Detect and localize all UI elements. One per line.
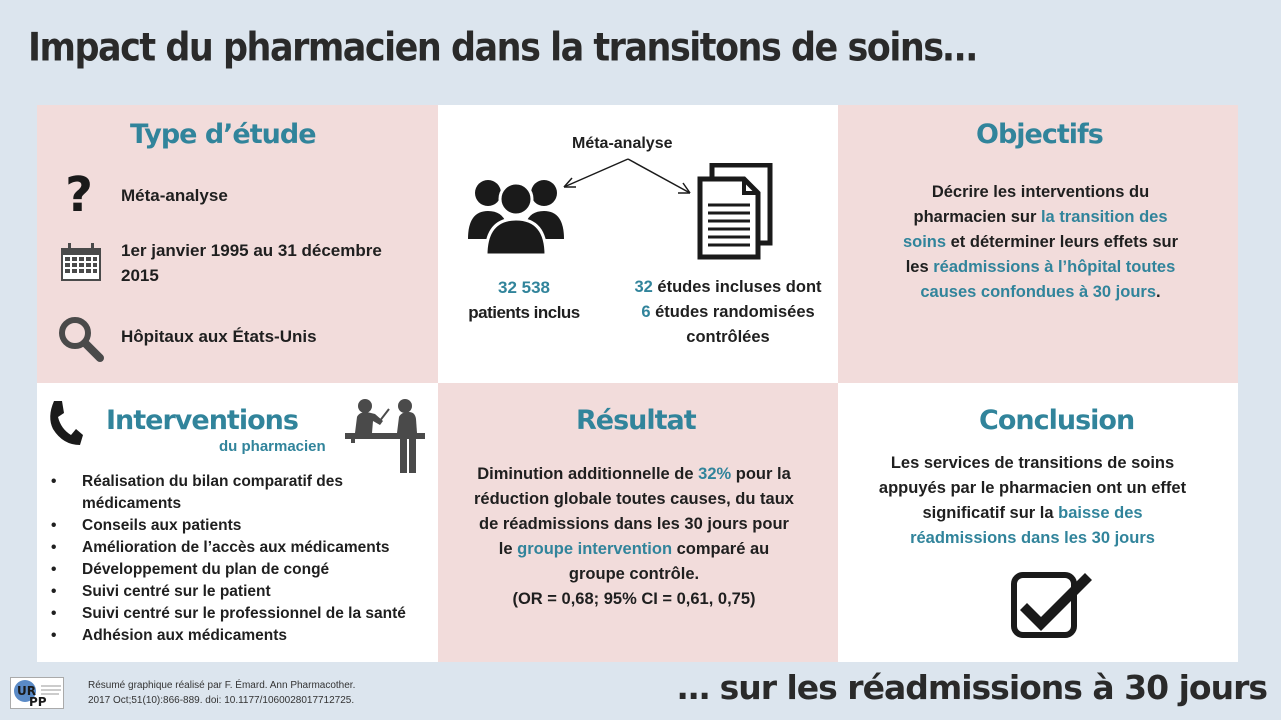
magnifier-icon xyxy=(57,315,105,363)
patients-number: 32 538 xyxy=(498,278,550,297)
svg-text:PP: PP xyxy=(29,695,47,708)
list-item: • Conseils aux patients xyxy=(49,515,419,537)
objectifs-text-1: Décrire les interventions du pharmacien sur xyxy=(913,183,1150,226)
question-icon xyxy=(59,167,99,215)
citation-note xyxy=(88,678,355,708)
list-item: • Adhésion aux médicaments xyxy=(49,625,419,647)
objectifs-text-3: . xyxy=(1156,283,1161,301)
list-item: • Suivi centré sur le patient xyxy=(49,581,419,603)
objectifs-highlight-1: la transition des soins xyxy=(902,208,1168,251)
panel-interventions xyxy=(37,383,438,662)
type-etude-item-3: Hôpitaux aux États-Unis xyxy=(121,327,317,346)
meta-analyse-label: Méta-analyse xyxy=(572,135,673,152)
resultat-stats: (OR = 0,68; 95% CI = 0,61, 0,75) xyxy=(512,590,756,608)
resultat-highlight-2: groupe intervention xyxy=(517,540,673,558)
studies-text: études incluses dont xyxy=(657,278,822,296)
panel-resultat xyxy=(438,383,838,662)
studies-block xyxy=(624,275,832,350)
resultat-text-3: comparé au groupe contrôle. xyxy=(568,540,770,583)
panel-meta-analyse xyxy=(438,105,838,383)
documents-icon xyxy=(696,163,774,261)
resultat-highlight-1: 32% xyxy=(698,465,732,483)
panel-objectifs xyxy=(838,105,1238,383)
conclusion-text-1: Les services de transitions de soins appuyés par le pharmacien ont un effet significatif sur la xyxy=(878,454,1187,522)
citation-line-1: Résumé graphique réalisé par F. Émard. Ann Pharmacother. xyxy=(88,680,356,691)
conclusion-text xyxy=(870,451,1195,551)
citation-line-2: 2017 Oct;51(10):866-889. doi: 10.1177/1060028017712725. xyxy=(88,695,355,706)
panel-type-etude xyxy=(37,105,438,383)
list-item: • Amélioration de l’accès aux médicaments xyxy=(49,537,419,559)
list-item: • Réalisation du bilan comparatif des médicaments xyxy=(49,471,419,515)
rct-number: 6 xyxy=(641,303,651,321)
conclusion-highlight: baisse des réadmissions dans les 30 jours xyxy=(910,504,1155,547)
interventions-list xyxy=(49,471,419,647)
rct-text: études randomisées xyxy=(655,303,815,321)
objectifs-highlight-2: réadmissions à l’hôpital toutes causes confondues à 30 jours xyxy=(920,258,1176,301)
interventions-subheading: du pharmacien xyxy=(219,438,326,455)
resultat-heading: Résultat xyxy=(576,405,696,436)
svg-text:?: ? xyxy=(65,167,93,215)
panel-conclusion xyxy=(838,383,1238,662)
studies-number: 32 xyxy=(634,278,653,296)
branch-arrows-icon xyxy=(558,155,698,197)
resultat-text-1: Diminution additionnelle de xyxy=(477,465,699,483)
interventions-heading: Interventions xyxy=(106,405,298,436)
checkbox-checked-icon xyxy=(1010,569,1094,641)
calendar-icon xyxy=(59,243,103,283)
phone-icon xyxy=(47,399,83,447)
objectifs-text xyxy=(898,180,1183,305)
rct-text-2: contrôlées xyxy=(686,328,770,346)
urpp-logo xyxy=(10,677,64,709)
patients-label: patients inclus xyxy=(468,303,580,322)
page-title: Impact du pharmacien dans la transitons de soins… xyxy=(28,26,977,71)
type-etude-heading: Type d’étude xyxy=(130,119,316,150)
consultation-icon xyxy=(345,397,427,477)
type-etude-item-1: Méta-analyse xyxy=(121,186,228,205)
svg-text:UR: UR xyxy=(17,684,36,698)
list-item: • Suivi centré sur le professionnel de la santé xyxy=(49,603,419,625)
patients-block xyxy=(452,275,596,325)
urpp-logo-icon xyxy=(11,678,63,708)
objectifs-heading: Objectifs xyxy=(976,119,1103,150)
type-etude-item-2: 1er janvier 1995 au 31 décembre 2015 xyxy=(121,241,382,285)
footer-tagline: … sur les réadmissions à 30 jours xyxy=(677,668,1267,707)
resultat-text xyxy=(474,462,794,612)
resultat-text-2: pour la réduction globale toutes causes, du taux de réadmissions dans les 30 jours pour le xyxy=(474,465,794,558)
people-group-icon xyxy=(466,171,566,257)
conclusion-heading: Conclusion xyxy=(979,405,1135,436)
objectifs-text-2: et déterminer leurs effets sur les xyxy=(905,233,1179,276)
list-item: • Développement du plan de congé xyxy=(49,559,419,581)
